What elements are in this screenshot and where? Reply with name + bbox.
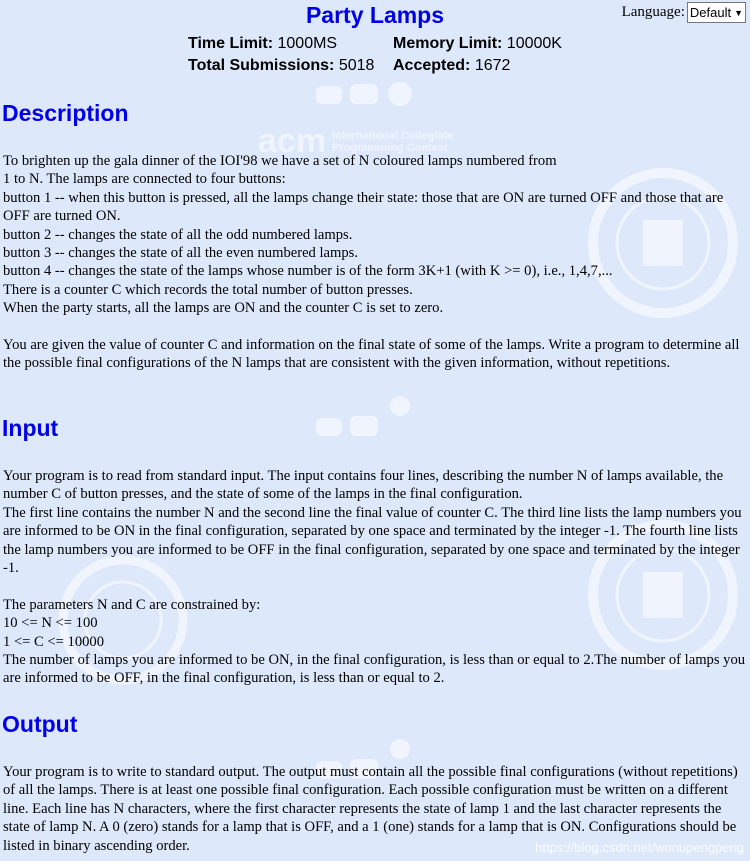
input-line: 10 <= N <= 100 bbox=[3, 615, 98, 632]
description-line: To brighten up the gala dinner of the IOI'98 we have a set of N coloured lamps numbered from bbox=[3, 153, 557, 169]
description-line: button 3 -- changes the state of all the even numbered lamps. bbox=[3, 245, 359, 262]
memory-limit: Memory Limit: 10000K bbox=[393, 35, 562, 52]
input-line: The first line contains the number N and the second line the final value of counter C. The third line lists the lamp numbers you are informed to be ON in the final configuration, separated by one space and terminated by the integer -1. The fourth line lists the lamp numbers you are informed to be OFF in the final configuration, separated by one space and terminated by the integer -1. bbox=[3, 504, 742, 577]
language-label: Language: bbox=[621, 4, 685, 20]
output-heading: Output bbox=[2, 711, 78, 737]
output-line: Your program is to write to standard output. The output must contain all the possible final configurations (without repetitions) of all the lamps. There is at least one possible final configuration. Each possible configuration must be written on a different line. Each line has N characters, where the first character represents the state of lamp 1 and the last character represents the state of lamp N. A 0 (zero) stands for a lamp that is OFF, and a 1 (one) stands for a lamp that is ON. Configurations should be listed in binary ascending order. bbox=[3, 764, 738, 854]
input-line: Your program is to read from standard input. The input contains four lines, describing the number N of lamps available, the number C of button presses, and the state of some of the lamps in the final configuration. bbox=[3, 468, 724, 503]
input-line: The number of lamps you are informed to be ON, in the final configuration, is less than or equal to 2.The number of lamps you are informed to be OFF, in the final configuration, is less than or equal to 2. bbox=[3, 652, 746, 687]
description-line: button 2 -- changes the state of all the odd numbered lamps. bbox=[3, 226, 353, 243]
input-text bbox=[3, 467, 747, 688]
time-limit: Time Limit: 1000MS bbox=[188, 35, 338, 52]
language-selected-value: Default bbox=[689, 5, 732, 20]
input-line: 1 <= C <= 10000 bbox=[3, 633, 105, 650]
problem-stats bbox=[188, 33, 598, 77]
language-selector bbox=[622, 2, 746, 23]
acm-watermark: acm International Collegiate Programming Contest bbox=[258, 122, 454, 160]
description-line: You are given the value of counter C and information on the final state of some of the lamps. Write a program to determine all the possible final configurations of the N lamps that are consistent with the given information, without repetitions. bbox=[3, 337, 740, 372]
input-line: The parameters N and C are constrained by: bbox=[3, 596, 261, 613]
description-line: There is a counter C which records the total number of button presses. bbox=[3, 281, 413, 298]
chevron-down-icon: ▼ bbox=[734, 7, 743, 18]
csdn-watermark: https://blog.csdn.net/wonupengpeng bbox=[535, 840, 744, 855]
input-heading: Input bbox=[2, 415, 59, 441]
contest-logo-icon bbox=[312, 72, 422, 112]
language-select[interactable] bbox=[687, 2, 746, 23]
description-line: button 1 -- when this button is pressed, all the lamps change their state: those that are ON are turned OFF and those that are OFF are turned ON. bbox=[3, 189, 724, 225]
contest-logo-icon-2 bbox=[312, 392, 422, 442]
description-line: button 4 -- changes the state of the lamps whose number is of the form 3K+1 (with K >= 0), i.e., 1,4,7,... bbox=[3, 263, 613, 280]
accepted-count: Accepted: 1672 bbox=[393, 57, 511, 74]
description-text bbox=[3, 152, 747, 373]
description-line: 1 to N. The lamps are connected to four buttons: bbox=[3, 171, 286, 188]
input-line-blank bbox=[3, 577, 747, 595]
description-line-blank bbox=[3, 318, 747, 336]
page-title: Party Lamps bbox=[305, 2, 445, 28]
description-line: When the party starts, all the lamps are ON and the counter C is set to zero. bbox=[3, 300, 444, 317]
description-heading: Description bbox=[2, 100, 129, 126]
total-submissions: Total Submissions: 5018 bbox=[188, 57, 375, 74]
